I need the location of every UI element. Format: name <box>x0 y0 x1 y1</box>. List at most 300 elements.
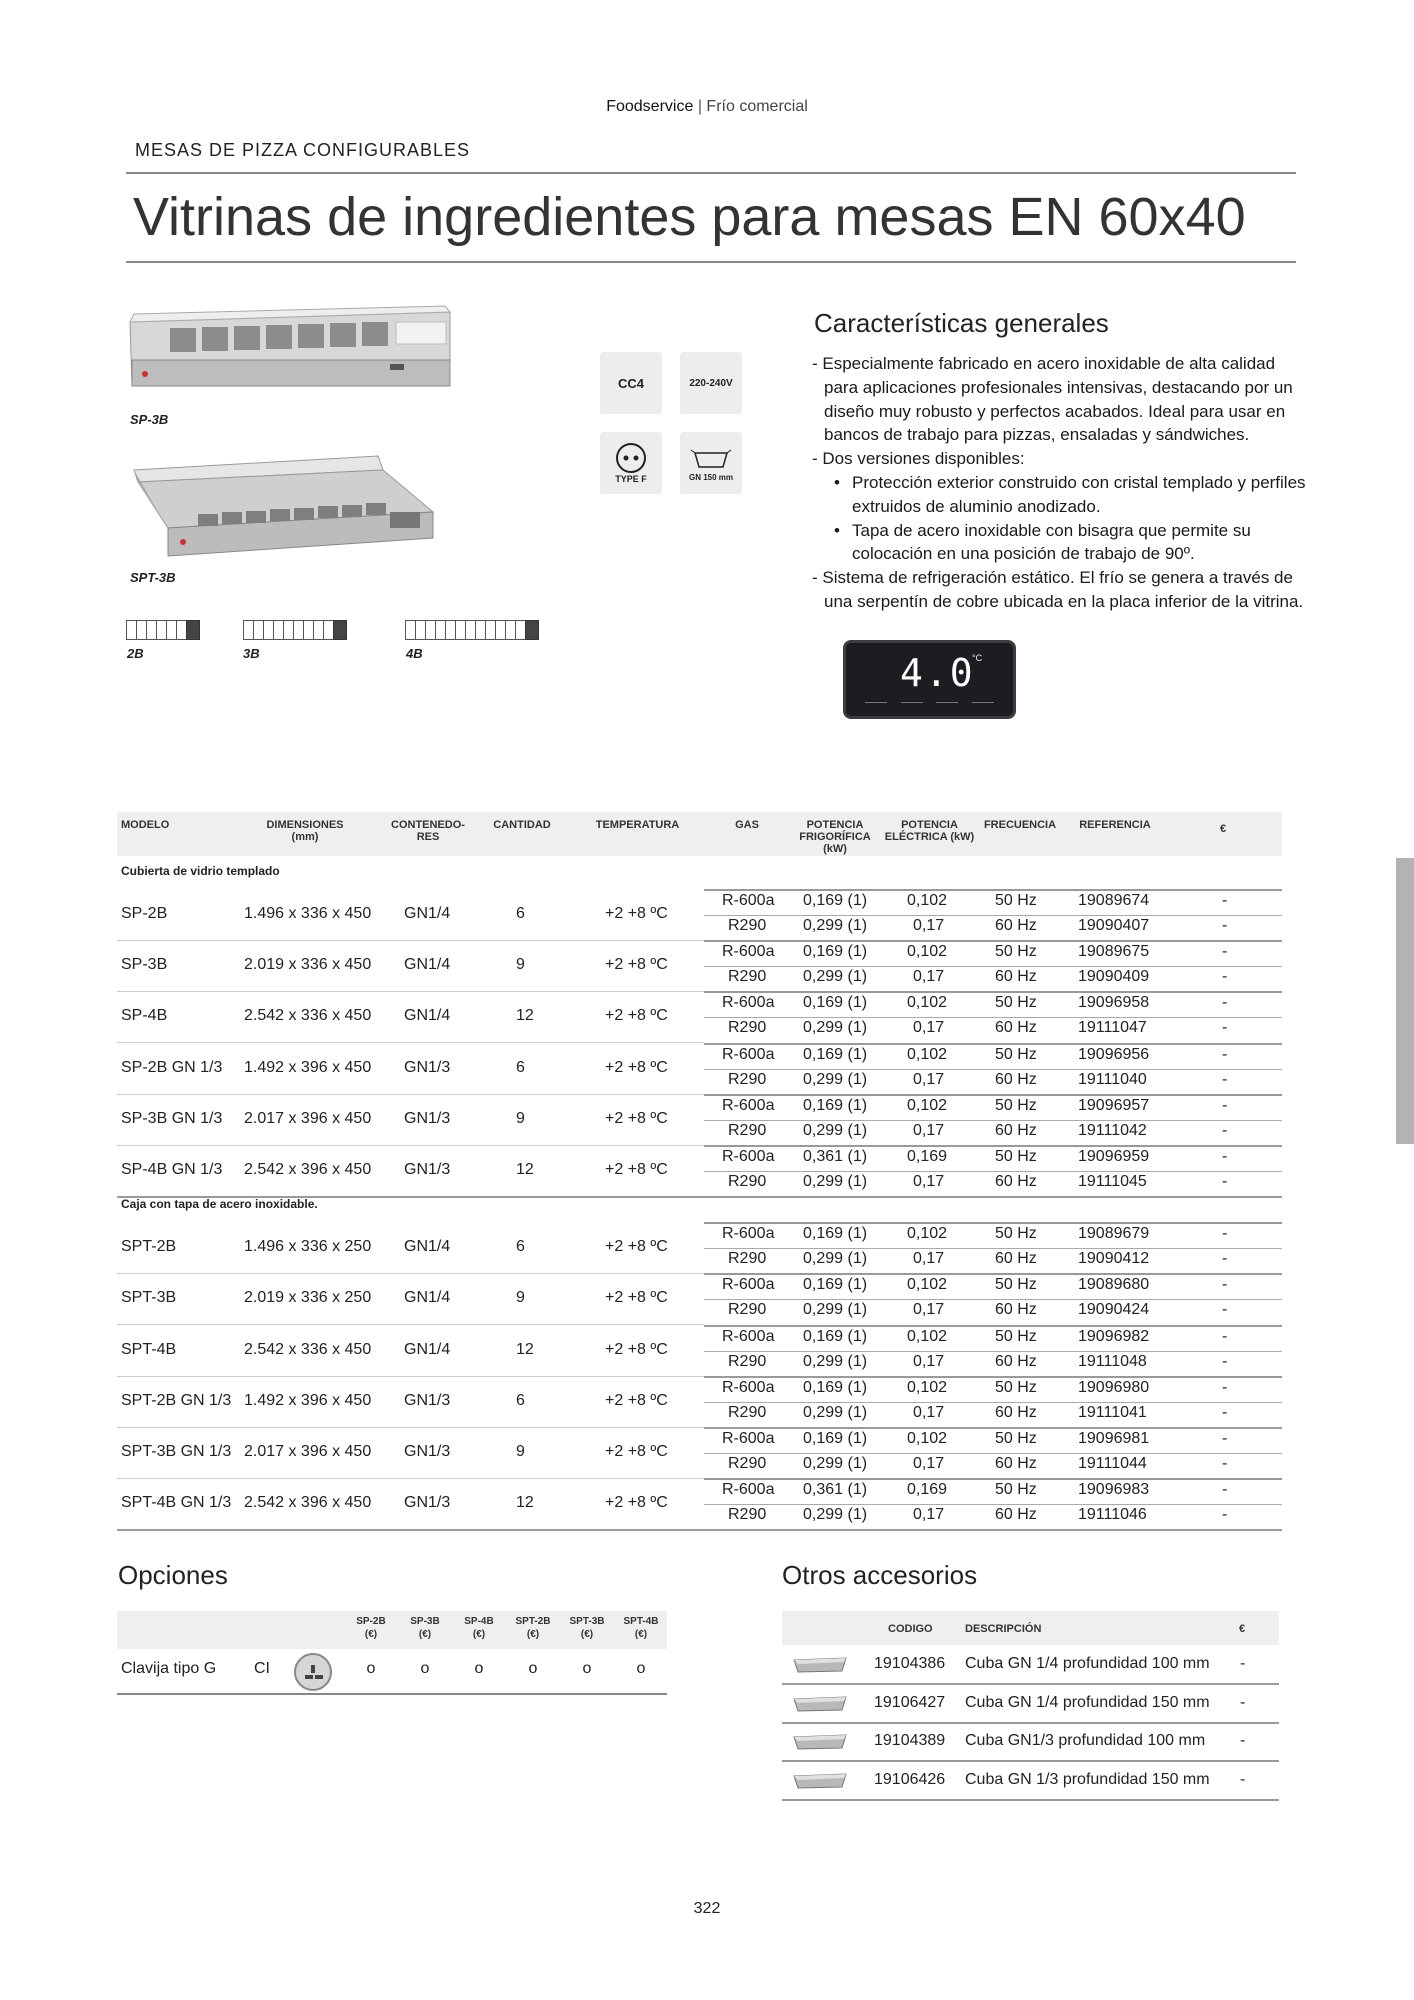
cell-ref: 19090424 <box>1078 1301 1150 1319</box>
voltage-badge <box>680 352 742 414</box>
cell-pe: 0,17 <box>913 1070 945 1088</box>
cell-cont: GN1/3 <box>404 1443 451 1460</box>
cell-price: - <box>1222 1481 1228 1499</box>
option-code: CI <box>254 1660 270 1677</box>
cell-qty: 12 <box>516 1161 534 1178</box>
cell-cont: GN1/4 <box>404 905 451 922</box>
cell-model: SPT-4B <box>121 1340 177 1358</box>
accessory-code: 19104389 <box>874 1732 946 1749</box>
cell-pf: 0,299 (1) <box>803 1250 868 1268</box>
display-buttons <box>858 698 1001 710</box>
cell-model: SP-4B GN 1/3 <box>121 1161 223 1178</box>
cell-freq: 60 Hz <box>995 1352 1037 1370</box>
cell-qty: 6 <box>516 1058 525 1076</box>
cell-pf: 0,299 (1) <box>803 917 868 934</box>
cell-gas: R-600a <box>722 1045 775 1063</box>
cell-freq: 60 Hz <box>995 1301 1037 1319</box>
cell-pf: 0,299 (1) <box>803 1173 868 1190</box>
thermostat-display <box>843 640 1016 719</box>
option-col-unit: (€) <box>580 1629 594 1640</box>
row-mid-rule <box>704 966 1282 967</box>
cell-temp: +2 +8 ºC <box>605 1238 668 1256</box>
cell-cont: GN1/3 <box>404 1109 451 1127</box>
accessory-row <box>782 1646 1279 1684</box>
cell-ref: 19111044 <box>1078 1455 1147 1472</box>
col-header-text: CONTENEDO- <box>391 819 465 831</box>
plug-type-badge <box>600 432 662 494</box>
cell-price: - <box>1222 943 1228 961</box>
cell-ref: 19111042 <box>1078 1121 1147 1139</box>
accessory-code: 19104386 <box>874 1655 946 1672</box>
option-col-unit: (€) <box>472 1629 486 1640</box>
row-mid-rule <box>704 1351 1282 1352</box>
table-row <box>117 941 1282 992</box>
cell-temp: +2 +8 ºC <box>605 1340 668 1358</box>
cell-gas: R-600a <box>722 994 775 1012</box>
cell-price: - <box>1222 1403 1228 1421</box>
gn-tray-image <box>792 1772 848 1790</box>
cell-freq: 60 Hz <box>995 1250 1037 1268</box>
cell-price: - <box>1222 1045 1228 1063</box>
row-bottom-rule <box>117 1529 1282 1531</box>
col-header-text: ELÉCTRICA (kW) <box>884 831 975 843</box>
row-mid-rule <box>704 1402 1282 1403</box>
row-top-rule <box>704 1427 1282 1429</box>
cell-pf: 0,169 (1) <box>803 1430 868 1447</box>
option-col-header <box>621 1615 661 1641</box>
col-header-text: POTENCIA <box>806 819 864 831</box>
cell-price: - <box>1222 1173 1228 1190</box>
cell-qty: 12 <box>516 1007 534 1025</box>
header-category: Frío comercial <box>706 98 808 115</box>
option-label: Clavija tipo G <box>121 1660 217 1677</box>
cell-temp: +2 +8 ºC <box>605 905 668 922</box>
cell-pf: 0,169 (1) <box>803 1096 868 1114</box>
acc-col-header-code: CODIGO <box>888 1623 933 1635</box>
cell-gas: R290 <box>728 917 767 934</box>
row-mid-rule <box>704 1504 1282 1505</box>
product-label: SPT-3B <box>130 570 176 585</box>
table-row <box>117 1377 1282 1428</box>
option-col-unit: (€) <box>634 1629 648 1640</box>
acc-col-header-price: € <box>1239 1623 1246 1635</box>
cell-temp: +2 +8 ºC <box>605 1109 668 1127</box>
group-heading: Cubierta de vidrio templado <box>121 864 280 878</box>
option-value: o <box>420 1660 430 1677</box>
option-col-unit: (€) <box>418 1629 432 1640</box>
gn-depth-label: GN 150 mm <box>688 472 734 482</box>
feature-line: - Sistema de refrigeración estático. El frío se genera a través de una serpentín de cobre ubicada en la placa inferior de la vitrina. <box>812 568 1304 611</box>
cell-temp: +2 +8 ºC <box>605 1494 668 1512</box>
option-col-header <box>459 1615 499 1641</box>
cell-pf: 0,299 (1) <box>803 1455 868 1472</box>
cell-pe: 0,17 <box>913 917 945 934</box>
option-col-name: SPT-4B <box>623 1616 659 1627</box>
option-col-name: SP-2B <box>356 1616 386 1627</box>
row-mid-rule <box>704 1171 1282 1172</box>
cell-pf: 0,299 (1) <box>803 1352 868 1370</box>
cell-ref: 19111041 <box>1078 1403 1147 1421</box>
cell-price: - <box>1222 1506 1228 1524</box>
row-top-rule <box>704 1145 1282 1147</box>
cell-freq: 60 Hz <box>995 968 1037 986</box>
col-header-text: RES <box>416 831 440 843</box>
cell-price: - <box>1222 1276 1228 1294</box>
col-header-text: POTENCIA <box>901 819 958 831</box>
display-unit: °C <box>972 653 983 663</box>
cell-freq: 60 Hz <box>995 1121 1037 1139</box>
cell-ref: 19090409 <box>1078 968 1150 986</box>
col-header-text: DIMENSIONES <box>266 819 344 831</box>
cell-pe: 0,17 <box>913 1403 945 1421</box>
cell-pf: 0,299 (1) <box>803 1019 868 1037</box>
cell-qty: 6 <box>516 905 525 922</box>
plug-icon <box>615 442 647 474</box>
cell-freq: 50 Hz <box>995 1148 1037 1165</box>
cell-model: SPT-3B <box>121 1289 177 1307</box>
cell-model: SP-3B <box>121 956 168 974</box>
cell-freq: 50 Hz <box>995 1045 1037 1063</box>
cell-dim: 2.542 x 396 x 450 <box>244 1161 372 1178</box>
cell-dim: 2.542 x 336 x 450 <box>244 1340 372 1358</box>
cell-pe: 0,17 <box>913 968 945 986</box>
cell-model: SPT-4B GN 1/3 <box>121 1494 232 1512</box>
col-header-temperatura: TEMPERATURA <box>595 819 680 831</box>
cell-freq: 50 Hz <box>995 994 1037 1012</box>
option-col-header <box>351 1615 391 1641</box>
cell-cont: GN1/4 <box>404 1289 451 1307</box>
size-label: 3B <box>243 646 260 661</box>
cell-pe: 0,102 <box>907 1430 948 1447</box>
cell-freq: 50 Hz <box>995 1430 1037 1447</box>
accessory-price: - <box>1240 1693 1246 1711</box>
row-top-rule <box>704 940 1282 942</box>
cell-gas: R-600a <box>722 1327 775 1345</box>
accessory-price: - <box>1240 1732 1246 1749</box>
cell-freq: 60 Hz <box>995 1403 1037 1421</box>
accessory-row <box>782 1762 1279 1800</box>
option-value: o <box>366 1660 376 1677</box>
cell-qty: 9 <box>516 1289 525 1307</box>
cell-cont: GN1/3 <box>404 1161 451 1178</box>
gn-tray-icon <box>691 445 731 473</box>
col-header-referencia: REFERENCIA <box>1079 819 1151 831</box>
feature-line: - Dos versiones disponibles: <box>812 449 1025 469</box>
cell-model: SPT-2B <box>121 1238 177 1256</box>
cell-price: - <box>1222 994 1228 1012</box>
cell-pf: 0,361 (1) <box>803 1481 868 1499</box>
cell-gas: R-600a <box>722 1276 775 1294</box>
cell-price: - <box>1222 1455 1228 1472</box>
cell-price: - <box>1222 1301 1228 1319</box>
cell-gas: R290 <box>728 1352 767 1370</box>
features-title: Características generales <box>814 308 1109 338</box>
col-header-potencia-electrica <box>877 819 982 843</box>
table-row <box>117 1274 1282 1325</box>
cell-pe: 0,17 <box>913 1301 945 1319</box>
cell-gas: R-600a <box>722 892 775 909</box>
option-col-name: SP-3B <box>410 1616 440 1627</box>
cell-pe: 0,102 <box>907 1045 948 1063</box>
cell-freq: 50 Hz <box>995 943 1037 961</box>
accessory-price: - <box>1240 1655 1246 1672</box>
cell-gas: R-600a <box>722 1430 775 1447</box>
cell-freq: 50 Hz <box>995 1481 1037 1499</box>
cell-pe: 0,17 <box>913 1352 945 1370</box>
row-top-rule <box>704 1376 1282 1378</box>
cell-price: - <box>1222 917 1228 934</box>
cell-pe: 0,17 <box>913 1121 945 1139</box>
cell-ref: 19096958 <box>1078 994 1150 1012</box>
size-diagram-3b <box>243 620 347 640</box>
row-mid-rule <box>704 1299 1282 1300</box>
table-row <box>117 1223 1282 1274</box>
cell-pf: 0,299 (1) <box>803 1403 868 1421</box>
cell-ref: 19096959 <box>1078 1148 1150 1165</box>
accessory-description: Cuba GN1/3 profundidad 100 mm <box>965 1732 1206 1749</box>
product-label: SP-3B <box>130 412 169 427</box>
cell-pf: 0,361 (1) <box>803 1148 868 1165</box>
cell-price: - <box>1222 968 1228 986</box>
cell-pf: 0,169 (1) <box>803 1378 868 1396</box>
cell-model: SPT-2B GN 1/3 <box>121 1391 232 1409</box>
row-top-rule <box>704 1043 1282 1045</box>
cell-gas: R290 <box>728 1121 767 1139</box>
cell-dim: 1.496 x 336 x 250 <box>244 1238 372 1256</box>
cell-dim: 2.542 x 396 x 450 <box>244 1494 372 1512</box>
cell-dim: 2.019 x 336 x 250 <box>244 1289 372 1307</box>
cell-gas: R-600a <box>722 1378 775 1396</box>
cell-ref: 19089675 <box>1078 943 1150 961</box>
cell-qty: 9 <box>516 1443 525 1460</box>
cell-price: - <box>1222 1430 1228 1447</box>
cell-gas: R290 <box>728 1019 767 1037</box>
row-mid-rule <box>704 915 1282 916</box>
cell-qty: 9 <box>516 1109 525 1127</box>
cell-freq: 60 Hz <box>995 1019 1037 1037</box>
col-header-frecuencia: FRECUENCIA <box>983 819 1057 831</box>
cell-ref: 19096983 <box>1078 1481 1150 1499</box>
row-mid-rule <box>704 1120 1282 1121</box>
plug-type-label: TYPE F <box>615 474 647 484</box>
cell-pf: 0,299 (1) <box>803 1070 868 1088</box>
cell-pe: 0,17 <box>913 1250 945 1268</box>
cell-qty: 9 <box>516 956 525 974</box>
row-mid-rule <box>704 1069 1282 1070</box>
divider <box>782 1799 1279 1801</box>
cell-price: - <box>1222 1148 1228 1165</box>
cell-pe: 0,169 <box>907 1148 948 1165</box>
cell-gas: R290 <box>728 1403 767 1421</box>
col-header-potencia-frigorifica <box>790 819 880 855</box>
cell-qty: 6 <box>516 1238 525 1256</box>
table-row <box>117 1095 1282 1146</box>
cell-pe: 0,102 <box>907 892 948 909</box>
feature-sub-item: • Protección exterior construido con cristal templado y perfiles extruidos de aluminio anodizado. <box>812 471 1312 519</box>
cell-temp: +2 +8 ºC <box>605 1391 668 1409</box>
display-value: 4.0 <box>900 651 975 695</box>
row-mid-rule <box>704 1017 1282 1018</box>
divider <box>126 172 1296 174</box>
option-col-name: SPT-2B <box>515 1616 551 1627</box>
cell-pf: 0,169 (1) <box>803 1327 868 1345</box>
cell-pf: 0,169 (1) <box>803 1225 868 1243</box>
cell-freq: 50 Hz <box>995 1378 1037 1396</box>
cell-gas: R-600a <box>722 1481 775 1499</box>
row-mid-rule <box>704 1248 1282 1249</box>
cell-ref: 19089679 <box>1078 1225 1150 1243</box>
cell-ref: 19096957 <box>1078 1096 1150 1114</box>
row-top-rule <box>704 889 1282 891</box>
cell-ref: 19089674 <box>1078 892 1150 909</box>
options-title: Opciones <box>118 1560 228 1590</box>
col-header-text: FRIGORÍFICA <box>799 831 871 843</box>
cell-ref: 19111047 <box>1078 1019 1147 1037</box>
accessory-code: 19106427 <box>874 1693 946 1711</box>
option-col-name: SP-4B <box>464 1616 494 1627</box>
col-header-modelo: MODELO <box>121 819 170 831</box>
divider <box>126 261 1296 263</box>
cell-freq: 50 Hz <box>995 1276 1037 1294</box>
row-top-rule <box>704 1325 1282 1327</box>
cell-pf: 0,169 (1) <box>803 1276 868 1294</box>
size-diagram-2b <box>126 620 200 640</box>
header-brand: Foodservice <box>606 98 694 115</box>
cell-pe: 0,17 <box>913 1506 945 1524</box>
cell-freq: 50 Hz <box>995 1096 1037 1114</box>
cell-dim: 1.496 x 336 x 450 <box>244 905 372 922</box>
cell-temp: +2 +8 ºC <box>605 1289 668 1307</box>
option-col-unit: (€) <box>526 1629 540 1640</box>
cell-pf: 0,299 (1) <box>803 1301 868 1319</box>
cell-ref: 19111048 <box>1078 1352 1147 1370</box>
cell-price: - <box>1222 1250 1228 1268</box>
cell-temp: +2 +8 ºC <box>605 956 668 974</box>
cell-pf: 0,169 (1) <box>803 1045 868 1063</box>
page-header <box>0 98 1414 116</box>
cell-gas: R-600a <box>722 943 775 961</box>
cell-temp: +2 +8 ºC <box>605 1161 668 1178</box>
plug-g-icon <box>294 1653 332 1691</box>
sp-3b-product-image <box>120 300 465 400</box>
cell-ref: 19096981 <box>1078 1430 1150 1447</box>
page-number: 322 <box>693 1900 721 1917</box>
cell-price: - <box>1222 892 1228 909</box>
cell-gas: R290 <box>728 968 767 986</box>
cell-price: - <box>1222 1352 1228 1370</box>
cell-freq: 60 Hz <box>995 1070 1037 1088</box>
cell-price: - <box>1222 1327 1228 1345</box>
cell-pe: 0,102 <box>907 994 948 1012</box>
cell-freq: 60 Hz <box>995 1455 1037 1472</box>
cell-pf: 0,169 (1) <box>803 943 868 961</box>
voltage-label: 220-240V <box>689 377 733 389</box>
option-col-header <box>405 1615 445 1641</box>
cell-gas: R290 <box>728 1173 767 1190</box>
option-value: o <box>636 1660 646 1677</box>
col-header-dimensiones <box>255 819 355 843</box>
accessory-description: Cuba GN 1/4 profundidad 150 mm <box>965 1693 1210 1711</box>
cell-qty: 12 <box>516 1340 534 1358</box>
cell-model: SP-4B <box>121 1007 168 1025</box>
cell-price: - <box>1222 1019 1228 1037</box>
table-row <box>117 1044 1282 1095</box>
cell-price: - <box>1222 1121 1228 1139</box>
feature-line: - Especialmente fabricado en acero inoxidable de alta calidad para aplicaciones profesionales intensivas, destacando por un diseño muy robusto y perfectos acabados. Ideal para usar en bancos de trabajo para pizzas, ensaladas y sándwiches. <box>812 354 1293 445</box>
cell-gas: R-600a <box>722 1096 775 1114</box>
accessory-description: Cuba GN 1/4 profundidad 100 mm <box>965 1655 1210 1672</box>
cell-qty: 12 <box>516 1494 534 1512</box>
section-label: MESAS DE PIZZA CONFIGURABLES <box>135 140 471 160</box>
accessory-price: - <box>1240 1770 1246 1788</box>
cell-ref: 19096980 <box>1078 1378 1150 1396</box>
cell-ref: 19096956 <box>1078 1045 1150 1063</box>
accessory-code: 19106426 <box>874 1770 946 1788</box>
table-row <box>117 890 1282 941</box>
size-label: 4B <box>406 646 423 661</box>
cell-dim: 2.017 x 396 x 450 <box>244 1109 372 1127</box>
cell-dim: 1.492 x 396 x 450 <box>244 1058 372 1076</box>
cell-model: SP-2B <box>121 905 168 922</box>
table-row <box>117 1479 1282 1530</box>
cell-temp: +2 +8 ºC <box>605 1058 668 1076</box>
gn-tray-image <box>792 1733 848 1751</box>
cell-freq: 60 Hz <box>995 917 1037 934</box>
gn-tray-image <box>792 1695 848 1713</box>
features-list <box>812 352 1312 614</box>
cell-gas: R290 <box>728 1301 767 1319</box>
cell-cont: GN1/3 <box>404 1058 451 1076</box>
cell-ref: 19111046 <box>1078 1506 1147 1524</box>
col-header-contenedores <box>383 819 473 843</box>
cell-pe: 0,102 <box>907 1276 948 1294</box>
size-label: 2B <box>127 646 144 661</box>
row-top-rule <box>704 991 1282 993</box>
option-col-name: SPT-3B <box>569 1616 605 1627</box>
option-value: o <box>582 1660 592 1677</box>
cell-gas: R290 <box>728 1070 767 1088</box>
col-header-text: (kW) <box>823 843 847 855</box>
row-top-rule <box>704 1094 1282 1096</box>
row-top-rule <box>704 1222 1282 1224</box>
cell-temp: +2 +8 ºC <box>605 1007 668 1025</box>
option-col-header <box>513 1615 553 1641</box>
cc4-badge <box>600 352 662 414</box>
cell-freq: 50 Hz <box>995 892 1037 909</box>
cell-dim: 1.492 x 396 x 450 <box>244 1391 372 1409</box>
acc-col-header-description: DESCRIPCIÓN <box>965 1623 1042 1635</box>
option-value: o <box>528 1660 538 1677</box>
cell-dim: 2.017 x 396 x 450 <box>244 1443 372 1460</box>
cell-freq: 60 Hz <box>995 1173 1037 1190</box>
cell-pe: 0,102 <box>907 1225 948 1243</box>
header-separator: | <box>697 98 702 115</box>
cell-ref: 19089680 <box>1078 1276 1150 1294</box>
cell-cont: GN1/4 <box>404 956 451 974</box>
size-diagram-4b <box>405 620 539 640</box>
option-col-unit: (€) <box>364 1629 378 1640</box>
table-row <box>117 1326 1282 1377</box>
page-title: Vitrinas de ingredientes para mesas EN 60x40 <box>133 187 1246 247</box>
cell-model: SP-2B GN 1/3 <box>121 1058 223 1076</box>
cell-pf: 0,299 (1) <box>803 1121 868 1139</box>
cell-ref: 19096982 <box>1078 1327 1150 1345</box>
cell-freq: 50 Hz <box>995 1327 1037 1345</box>
cell-temp: +2 +8 ºC <box>605 1443 668 1460</box>
option-col-header <box>567 1615 607 1641</box>
cell-price: - <box>1222 1070 1228 1088</box>
cell-ref: 19090412 <box>1078 1250 1150 1268</box>
